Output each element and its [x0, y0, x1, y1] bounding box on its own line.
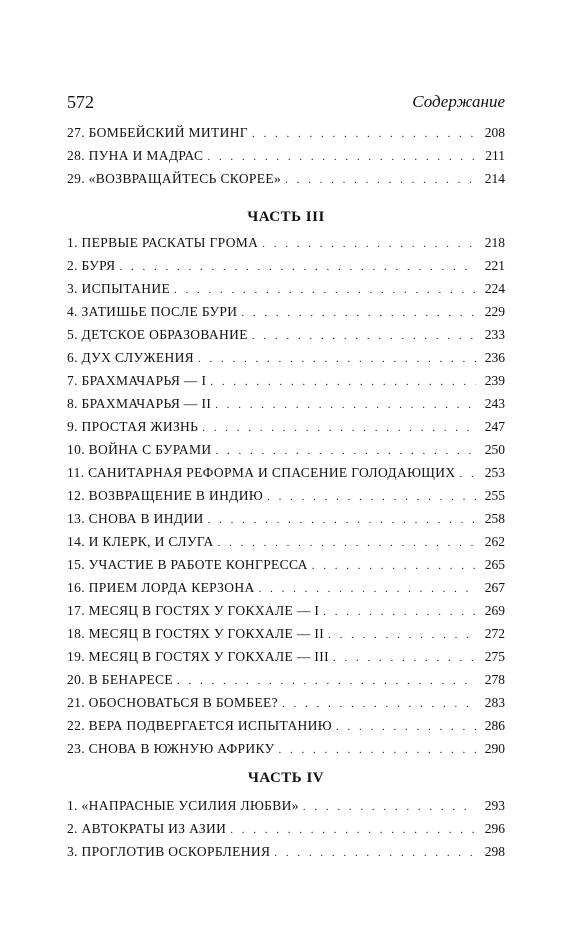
- toc-entry-page: 267: [484, 580, 505, 595]
- toc-entry-page: 239: [484, 373, 505, 388]
- toc-entry: [67, 717, 505, 740]
- dot-leader: [323, 603, 476, 621]
- toc-entry-page: 211: [485, 148, 505, 163]
- toc-entry: [67, 487, 505, 510]
- toc-entry-title: 4. ЗАТИШЬЕ ПОСЛЕ БУРИ: [67, 304, 238, 319]
- toc-entry-page: 293: [484, 798, 505, 813]
- dot-leader: [282, 695, 476, 713]
- toc-entry-title: 3. ПРОГЛОТИВ ОСКОРБЛЕНИЯ: [67, 844, 271, 859]
- toc-entry-page: 262: [484, 534, 505, 549]
- toc-entry: [67, 395, 505, 418]
- toc-entry-page: 221: [484, 258, 505, 273]
- toc-entry: [67, 556, 505, 579]
- toc-entry-title: 6. ДУХ СЛУЖЕНИЯ: [67, 350, 195, 365]
- toc-entry: [67, 418, 505, 441]
- toc-entry: [67, 257, 505, 280]
- toc-entry-page: 243: [484, 396, 505, 411]
- toc-entry-page: 286: [484, 718, 505, 733]
- toc-entry-title: 11. САНИТАРНАЯ РЕФОРМА И СПАСЕНИЕ ГОЛОДАЮЩИХ: [67, 465, 456, 480]
- toc-entry: [67, 234, 505, 257]
- toc-entry: [67, 740, 505, 763]
- dot-leader: [202, 419, 476, 437]
- toc-entry-page: 283: [484, 695, 505, 710]
- toc-list-part4: [67, 797, 505, 866]
- toc-entry-title: 9. ПРОСТАЯ ЖИЗНЬ: [67, 419, 199, 434]
- toc-entry-page: 253: [484, 465, 505, 480]
- toc-entry-title: 22. ВЕРА ПОДВЕРГАЕТСЯ ИСПЫТАНИЮ: [67, 718, 332, 733]
- toc-entry-page: 229: [484, 304, 505, 319]
- toc-entry: [67, 648, 505, 671]
- toc-entry-title: 18. МЕСЯЦ В ГОСТЯХ У ГОКХАЛЕ — II: [67, 626, 325, 641]
- part-heading-3: ЧАСТЬ III: [247, 209, 325, 225]
- running-head: [67, 91, 505, 113]
- toc-entry-title: 12. ВОЗВРАЩЕНИЕ В ИНДИЮ: [67, 488, 264, 503]
- toc-entry: [67, 579, 505, 602]
- page-number: 572: [67, 92, 94, 112]
- toc-entry: [67, 820, 505, 843]
- toc-entry: [67, 326, 505, 349]
- toc-entry-title: 5. ДЕТСКОЕ ОБРАЗОВАНИЕ: [67, 327, 248, 342]
- toc-entry-title: 15. УЧАСТИЕ В РАБОТЕ КОНГРЕССА: [67, 557, 308, 572]
- toc-entry-title: 27. БОМБЕЙСКИЙ МИТИНГ: [67, 125, 248, 140]
- toc-entry: [67, 533, 505, 556]
- toc-entry-page: 247: [484, 419, 505, 434]
- toc-entry-page: 290: [484, 741, 505, 756]
- toc-entry-title: 2. БУРЯ: [67, 258, 116, 273]
- toc-list-part2-continued: [67, 124, 505, 193]
- toc-entry-page: 278: [484, 672, 505, 687]
- toc-entry-title: 8. БРАХМАЧАРЬЯ — II: [67, 396, 212, 411]
- toc-entry-page: 224: [484, 281, 505, 296]
- toc-entry: [67, 441, 505, 464]
- dot-leader: [328, 626, 476, 644]
- toc-entry-title: 1. ПЕРВЫЕ РАСКАТЫ ГРОМА: [67, 235, 259, 250]
- dot-leader: [267, 488, 476, 506]
- toc-entry-page: 298: [484, 844, 505, 859]
- toc-entry-page: 214: [484, 171, 505, 186]
- toc-entry-title: 20. В БЕНАРЕСЕ: [67, 672, 174, 687]
- toc-entry: [67, 464, 505, 487]
- dot-leader: [336, 718, 476, 736]
- dot-leader: [207, 148, 476, 166]
- toc-entry-title: 29. «ВОЗВРАЩАЙТЕСЬ СКОРЕЕ»: [67, 171, 282, 186]
- toc-entry: [67, 671, 505, 694]
- toc-entry-title: 21. ОБОСНОВАТЬСЯ В БОМБЕЕ?: [67, 695, 278, 710]
- toc-entry-title: 19. МЕСЯЦ В ГОСТЯХ У ГОКХАЛЕ — III: [67, 649, 329, 664]
- toc-entry-title: 23. СНОВА В ЮЖНУЮ АФРИКУ: [67, 741, 275, 756]
- dot-leader: [177, 672, 476, 690]
- toc-entry: [67, 694, 505, 717]
- toc-entry-page: 275: [484, 649, 505, 664]
- dot-leader: [241, 304, 476, 322]
- toc-entry: [67, 124, 505, 147]
- dot-leader: [174, 281, 476, 299]
- toc-entry-page: 296: [484, 821, 505, 836]
- dot-leader: [215, 396, 476, 414]
- toc-entry-title: 2. АВТОКРАТЫ ИЗ АЗИИ: [67, 821, 227, 836]
- dot-leader: [215, 442, 476, 460]
- toc-entry-title: 10. ВОЙНА С БУРАМИ: [67, 442, 212, 457]
- toc-entry-page: 250: [484, 442, 505, 457]
- toc-entry: [67, 625, 505, 648]
- dot-leader: [259, 580, 476, 598]
- toc-entry: [67, 510, 505, 533]
- dot-leader: [210, 373, 476, 391]
- toc-entry-title: 13. СНОВА В ИНДИИ: [67, 511, 204, 526]
- toc-entry: [67, 843, 505, 866]
- toc-entry-title: 17. МЕСЯЦ В ГОСТЯХ У ГОКХАЛЕ — I: [67, 603, 320, 618]
- toc-entry-title: 7. БРАХМАЧАРЬЯ — I: [67, 373, 207, 388]
- dot-leader: [252, 125, 476, 143]
- dot-leader: [230, 821, 476, 839]
- dot-leader: [274, 844, 476, 862]
- toc-entry-page: 269: [484, 603, 505, 618]
- toc-entry-page: 258: [484, 511, 505, 526]
- dot-leader: [198, 350, 476, 368]
- toc-entry: [67, 170, 505, 193]
- dot-leader: [303, 798, 476, 816]
- dot-leader: [312, 557, 476, 575]
- dot-leader: [459, 465, 476, 483]
- toc-entry-page: 255: [484, 488, 505, 503]
- toc-entry-page: 208: [484, 125, 505, 140]
- toc-entry-title: 3. ИСПЫТАНИЕ: [67, 281, 171, 296]
- dot-leader: [285, 171, 476, 189]
- dot-leader: [119, 258, 476, 276]
- toc-entry-title: 1. «НАПРАСНЫЕ УСИЛИЯ ЛЮБВИ»: [67, 798, 299, 813]
- toc-list-part3: [67, 234, 505, 763]
- dot-leader: [218, 534, 476, 552]
- toc-entry: [67, 602, 505, 625]
- toc-entry-page: 265: [484, 557, 505, 572]
- dot-leader: [252, 327, 476, 345]
- toc-entry-page: 236: [484, 350, 505, 365]
- dot-leader: [262, 235, 476, 253]
- toc-entry-title: 28. ПУНА И МАДРАС: [67, 148, 204, 163]
- toc-entry-page: 272: [484, 626, 505, 641]
- toc-entry: [67, 797, 505, 820]
- section-title: Содержание: [412, 92, 505, 111]
- toc-entry: [67, 349, 505, 372]
- toc-entry-title: 16. ПРИЕМ ЛОРДА КЕРЗОНА: [67, 580, 255, 595]
- dot-leader: [208, 511, 476, 529]
- part-heading-4: ЧАСТЬ IV: [247, 770, 325, 786]
- toc-entry-title: 14. И КЛЕРК, И СЛУГА: [67, 534, 214, 549]
- toc-entry-page: 233: [484, 327, 505, 342]
- toc-entry-page: 218: [484, 235, 505, 250]
- toc-entry: [67, 280, 505, 303]
- dot-leader: [333, 649, 476, 667]
- toc-entry: [67, 147, 505, 170]
- toc-entry: [67, 372, 505, 395]
- dot-leader: [279, 741, 476, 759]
- toc-entry: [67, 303, 505, 326]
